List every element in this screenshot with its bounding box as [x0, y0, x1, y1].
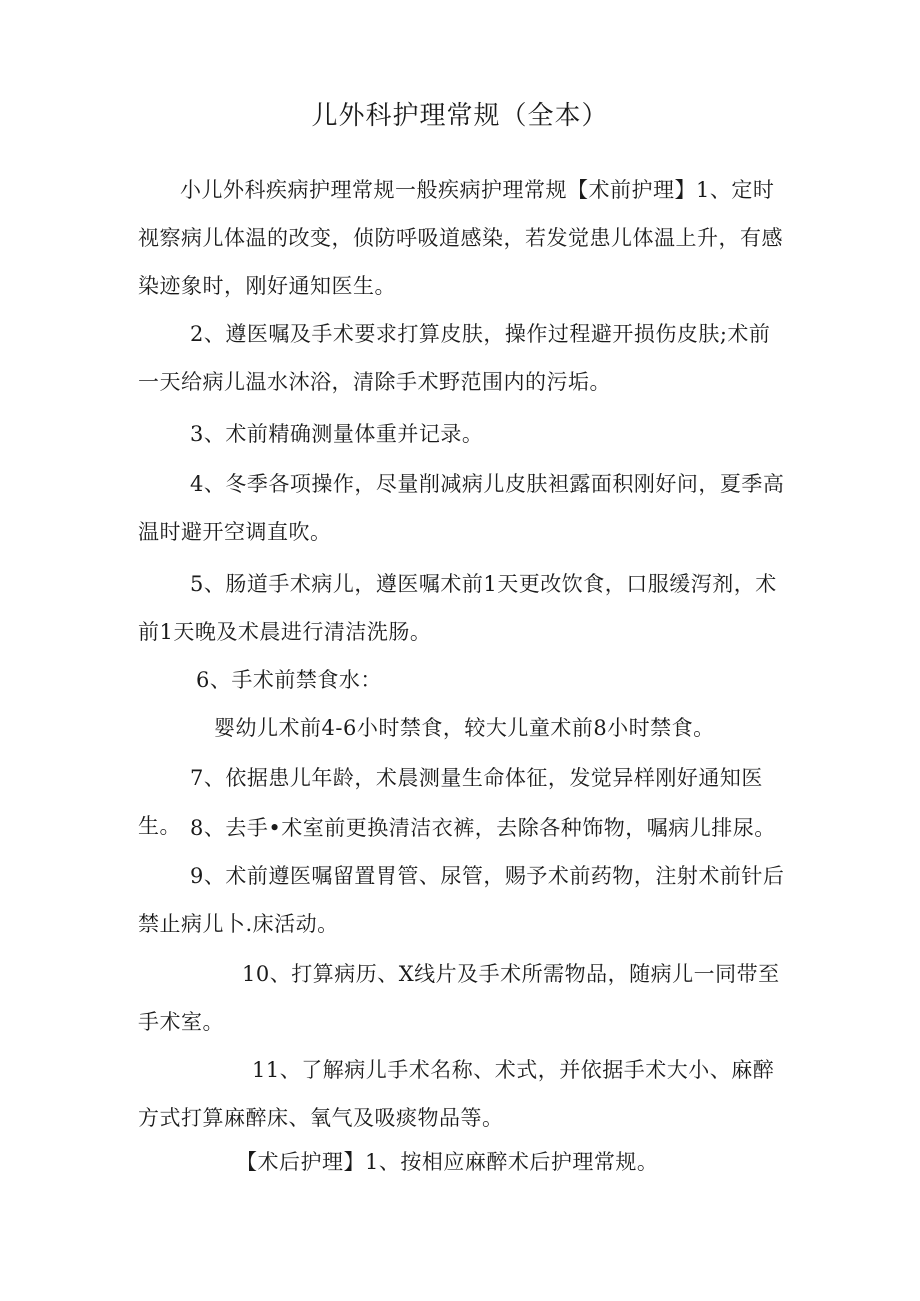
paragraph-item-3: 3、术前精确测量体重并记录。 — [190, 422, 484, 446]
paragraph-item-6-detail: 婴幼儿术前4-6小时禁食，较大儿童术前8小时禁食。 — [214, 716, 715, 740]
paragraph-item-5: 5、肠道手术病儿，遵医嘱术前1天更改饮食，口服缓泻剂，术前1天晚及术晨进行清洁洗肠。 — [138, 572, 777, 644]
paragraph-item-6: 6、手术前禁食水： — [196, 668, 382, 692]
paragraph-item-4: 4、冬季各项操作，尽量削减病儿皮肤袒露面积刚好问，夏季高温时避开空调直吹。 — [138, 472, 785, 544]
paragraph-intro: 小儿外科疾病护理常规一般疾病护理常规【术前护理】1、定时视察病儿体温的改变，侦防呼吸道感染，若发觉患儿体温上升，有感染迹象时，刚好通知医生。 — [138, 178, 783, 298]
paragraph-item-8: 8、去手•术室前更换清洁衣裤，去除各种饰物，嘱病儿排尿。 — [190, 816, 776, 840]
paragraph-postop: 【术后护理】1、按相应麻醉术后护理常规。 — [236, 1150, 659, 1174]
paragraph-item-11: 11、了解病儿手术名称、术式，并依据手术大小、麻醉方式打算麻醉床、氧气及吸痰物品等。 — [138, 1058, 775, 1130]
paragraph-item-9: 9、术前遵医嘱留置胃管、尿管，赐予术前药物，注射术前针后禁止病儿卜.床活动。 — [138, 864, 785, 936]
document-title: 儿外科护理常规（全本） — [311, 101, 609, 131]
paragraph-item-7: 7、依据患儿年龄，术晨测量生命体征，发觉异样刚好通知医生。 — [138, 766, 763, 838]
paragraph-item-2: 2、遵医嘱及手术要求打算皮肤，操作过程避开损伤皮肤;术前一天给病儿温水沐浴，清除手术野范围内的污垢。 — [138, 322, 771, 394]
paragraph-item-10: 10、打算病历、X线片及手术所需物品，随病儿一同带至手术室。 — [138, 962, 780, 1034]
